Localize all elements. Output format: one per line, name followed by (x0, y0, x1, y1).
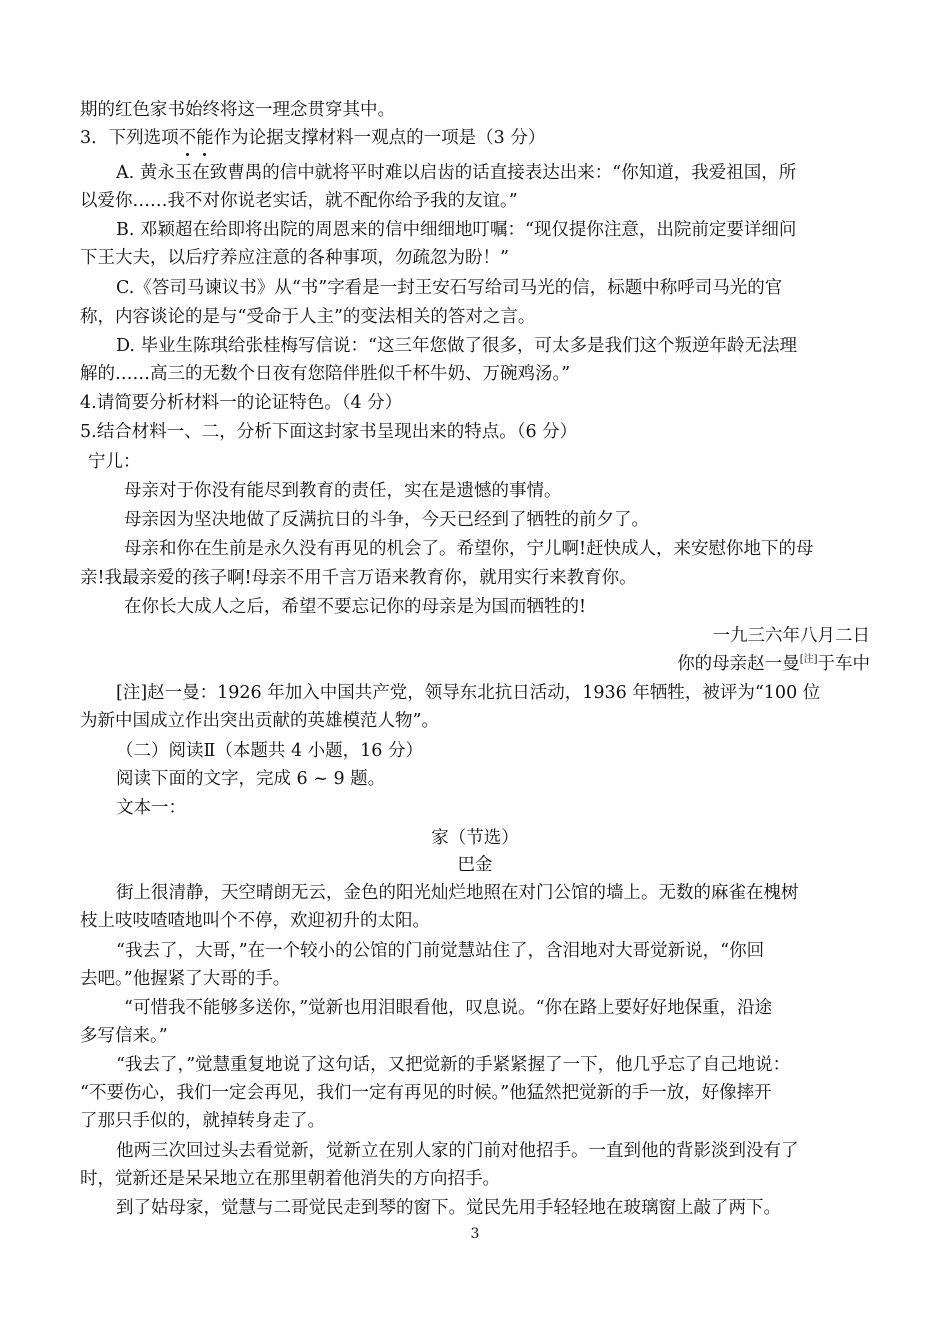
signature-text: 于车中 (817, 654, 870, 674)
letter-signature (80, 652, 870, 676)
story-line: 他两三次回过头去看觉新，觉新立在别人家的门前对他招手。一直到他的背影淡到没有了 (116, 1141, 799, 1161)
question-3 (80, 126, 870, 150)
story-line: 到了姑母家，觉慧与二哥觉民走到琴的窗下。觉民先用手轻轻地在玻璃窗上敲了两下。 (116, 1198, 781, 1218)
footnote-line: [注]赵一曼：1926 年加入中国共产党，领导东北抗日活动，1936 年牺牲，被评为“100 位 (116, 683, 821, 703)
article-author: 巴金 (457, 855, 493, 875)
paragraph-line: 期的红色家书始终将这一理念贯穿其中。 (80, 100, 395, 120)
option-d-line: 解的……高三的无数个日夜有您陪伴胜似千杯牛奶、万碗鸡汤。” (80, 364, 571, 384)
instruction: 阅读下面的文字，完成 6 ~ 9 题。 (116, 769, 386, 789)
story-line: 去吧。”他握紧了大哥的手。 (80, 969, 291, 989)
section-heading: （二）阅读Ⅱ（本题共 4 小题，16 分） (116, 741, 423, 761)
story-line: 了那只手似的，就掉转身走了。 (80, 1111, 325, 1131)
letter-date: 一九三六年八月二日 (712, 626, 870, 646)
letter-salutation: 宁儿： (88, 452, 141, 472)
text-label: 文本一： (116, 798, 186, 818)
emphasis-char: 不 (178, 128, 197, 148)
question-3-suffix: 作为论据支撑材料一观点的一项是（3 分） (213, 128, 546, 148)
question-5: 5.结合材料一、二，分析下面这封家书呈现出来的特点。（6 分） (80, 422, 578, 442)
letter-line: 母亲对于你没有能尽到教育的责任，实在是遗憾的事情。 (124, 481, 562, 501)
signature-text: 你的母亲赵一曼 (677, 654, 800, 674)
letter-line: 母亲因为坚决地做了反满抗日的斗争，今天已经到了牺牲的前夕了。 (124, 510, 649, 530)
page-number: 3 (470, 1226, 480, 1242)
story-line: 多写信来。” (80, 1026, 168, 1046)
story-line: “我去了，”觉慧重复地说了这句话，又把觉新的手紧紧握了一下，他几乎忘了自己地说： (116, 1055, 791, 1075)
option-b-line: B. 邓颖超在给即将出院的周恩来的信中细细地叮嘱：“现仅提你注意，出院前定要详细问 (116, 220, 797, 240)
article-title: 家（节选） (431, 828, 519, 848)
story-line: “可惜我不能够多送你，”觉新也用泪眼看他，叹息说。“你在路上要好好地保重，沿途 (124, 998, 773, 1018)
option-d-line: D. 毕业生陈琪给张桂梅写信说：“这三年您做了很多，可太多是我们这个叛逆年龄无法理 (116, 336, 797, 356)
option-b-line: 下王大夫，以后疗养应注意的各种事项，勿疏忽为盼！” (80, 248, 509, 268)
story-line: 枝上吱吱喳喳地叫个不停，欢迎初升的太阳。 (80, 911, 430, 931)
story-line: 街上很清静，天空晴朗无云，金色的阳光灿烂地照在对门公馆的墙上。无数的麻雀在槐树 (116, 883, 799, 903)
letter-line: 亲!我最亲爱的孩子啊!母亲不用千言万语来教育你，就用实行来教育你。 (80, 568, 637, 588)
story-line: 时，觉新还是呆呆地立在那里朝着他消失的方向招手。 (80, 1169, 500, 1189)
option-a-line: 以爱你……我不对你说老实话，就不配你给予我的友谊。” (80, 191, 518, 211)
question-4: 4.请简要分析材料一的论证特色。（4 分） (80, 393, 403, 413)
emphasis-char: 能 (196, 128, 214, 148)
option-c-line: 称，内容谈论的是与“受命于人主”的变法相关的答对之言。 (80, 307, 536, 327)
option-c-line: C.《答司马谏议书》从“书”字看是一封王安石写给司马光的信，标题中称呼司马光的官 (116, 278, 783, 298)
letter-line: 母亲和你在生前是永久没有再见的机会了。希望你，宁儿啊!赶快成人，来安慰你地下的母 (124, 539, 814, 559)
story-line: “不要伤心，我们一定会再见，我们一定有再见的时候。”他猛然把觉新的手一放，好像摔开 (80, 1083, 772, 1103)
footnote-marker: [注] (799, 654, 818, 666)
question-3-prefix: 3．下列选项 (80, 128, 179, 148)
story-line: “我去了，大哥，”在一个较小的公馆的门前觉慧站住了，含泪地对大哥觉新说，“你回 (116, 941, 765, 961)
footnote-line: 为新中国成立作出突出贡献的英雄模范人物”。 (80, 711, 439, 731)
letter-line: 在你长大成人之后，希望不要忘记你的母亲是为国而牺牲的! (124, 597, 587, 617)
option-a-line: A. 黄永玉在致曹禺的信中就将平时难以启齿的话直接表达出来：“你知道，我爱祖国，所 (116, 163, 797, 183)
